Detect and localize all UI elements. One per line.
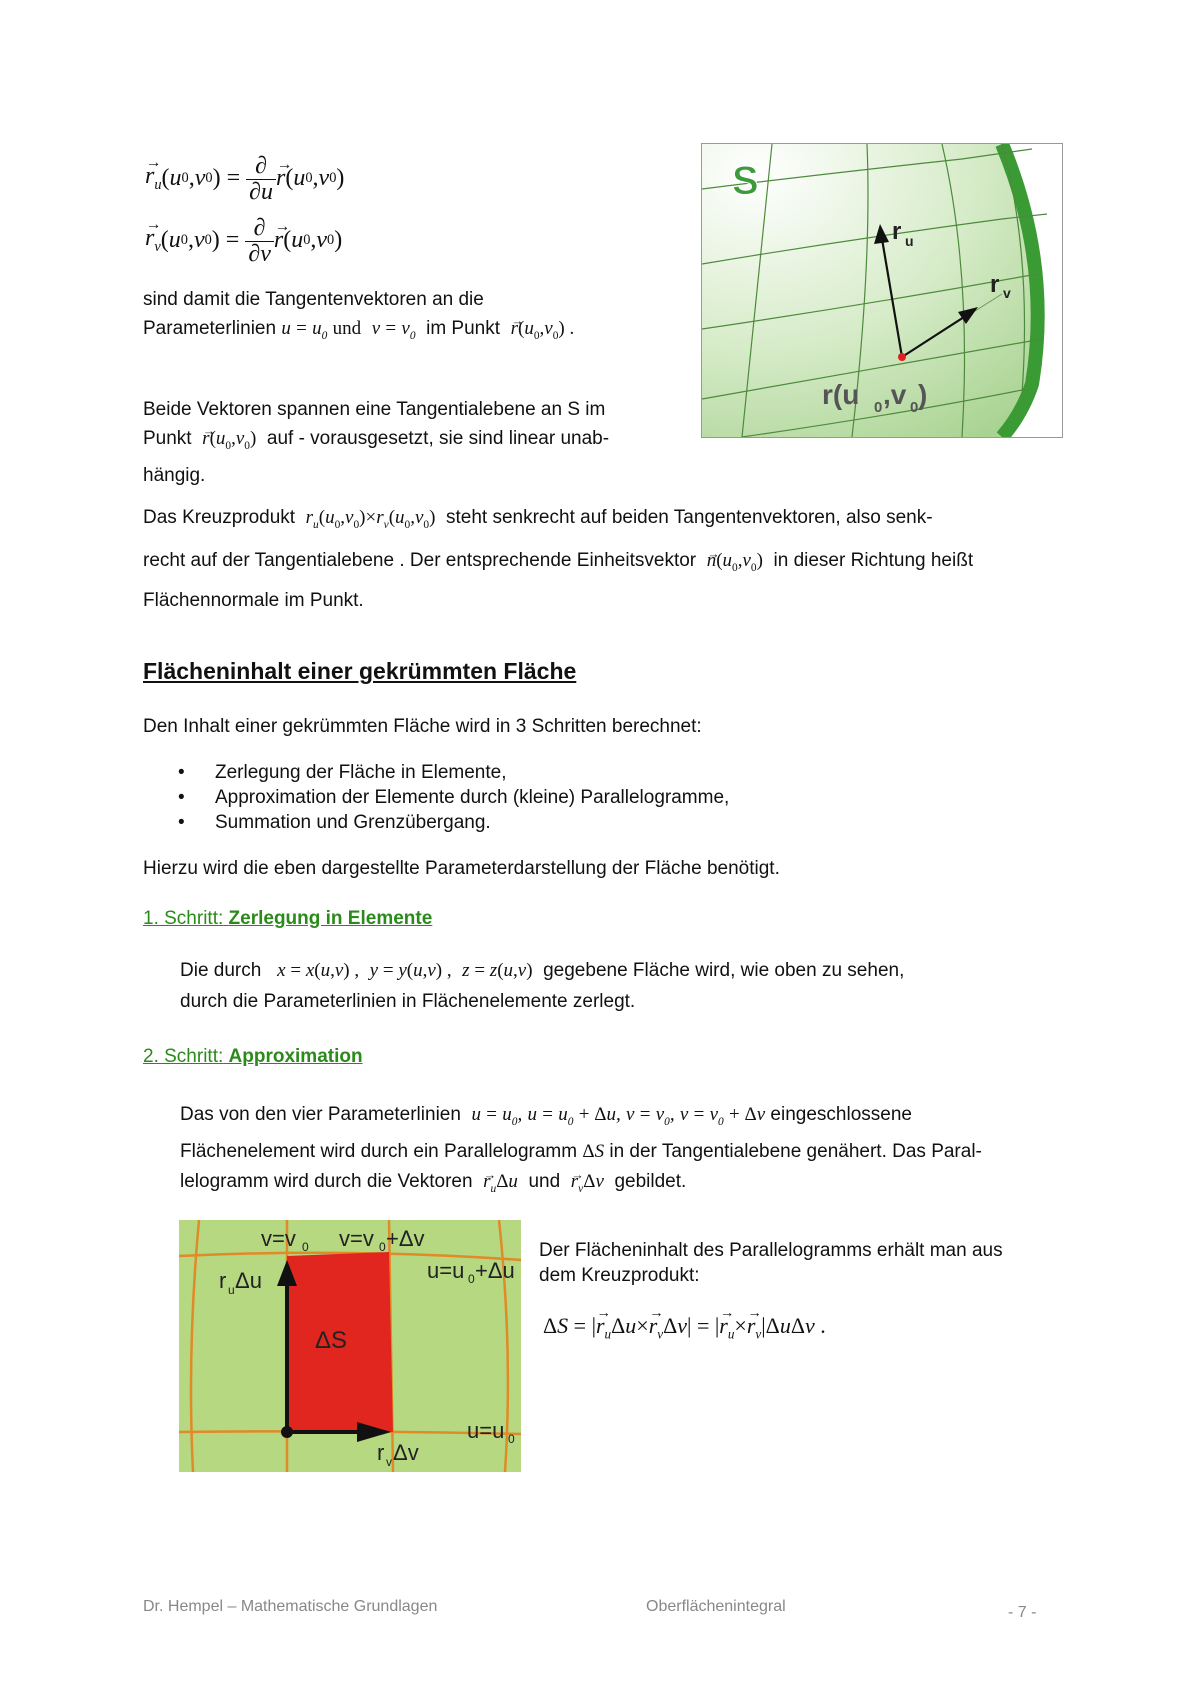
svg-text:Δv: Δv — [393, 1440, 419, 1465]
svg-text:u=u: u=u — [427, 1258, 465, 1283]
svg-text:,v: ,v — [883, 379, 907, 410]
svg-text:r: r — [377, 1440, 385, 1465]
formula-ru: → $r_u$ ( u 0 , v 0 ) = $\frac{\partial}{\partial u}$ → r ( u 0 , v 0 ) — [145, 148, 344, 208]
svg-text:r(u: r(u — [822, 379, 860, 410]
page-number: - 7 - — [1008, 1604, 1037, 1621]
surface-label: S — [732, 159, 759, 203]
step1-text: Die durch x = x(u,v) , y = y(u,v) , z = z(u,v) gegebene Fläche wird, wie oben zu sehen, durch die Parameterlinien in Flächenelemente zerlegt. — [180, 960, 905, 1012]
svg-text:u: u — [905, 233, 914, 249]
delta-s-label: ΔS — [315, 1327, 348, 1354]
step2-text: Das von den vier Parameterlinien $u = u_0$, $u = u_0 + \Delta u$, $v = v_0$, $v = v_0 + \Delta v$ eingeschlossene Flächenelement wird durch ein Parallelogramm ΔS in der Tangentialebene genähert. Das Paral- lelogramm wird durch die Vektoren → $r_u\Delta u$ und → $r_v\Delta v$ gebildet. — [180, 1100, 1080, 1204]
svg-text:r: r — [219, 1268, 227, 1293]
paragraph-tangent-plane: Beide Vektoren spannen eine Tangentialebene an S im Punkt → $r(u_0,v_0)$ auf - vorausgesetzt, sie sind linear unab- hängig. — [143, 395, 673, 490]
hierzu-text: Hierzu wird die eben dargestellte Parameterdarstellung der Fläche benötigt. — [143, 858, 780, 879]
area-text: Der Flächeninhalt des Parallelogramms erhält man aus dem Kreuzprodukt: — [539, 1240, 1003, 1286]
svg-text:0: 0 — [468, 1272, 475, 1286]
surface-figure — [701, 143, 1063, 438]
step1-heading: 1. Schritt: Zerlegung in Elemente — [143, 908, 433, 929]
svg-text:+Δu: +Δu — [475, 1258, 515, 1283]
svg-text:u=u: u=u — [467, 1418, 505, 1443]
paragraph-cross-product: Das Kreuzprodukt $r_u(u_0,v_0)\times r_v(u_0,v_0)$ steht senkrecht auf beiden Tangentenvektoren, also senk- recht auf der Tangentialebene . Der entsprechende Einheitsvektor → $n(u_0,v_0)$ in dieser Richtung heißt Flächennormale im Punkt. — [143, 500, 1073, 615]
svg-text:0: 0 — [874, 399, 883, 416]
footer-center: Oberflächenintegral — [646, 1598, 786, 1615]
svg-text:0: 0 — [910, 399, 919, 416]
steps-list — [143, 760, 1043, 835]
svg-text:Δu: Δu — [235, 1268, 262, 1293]
p1-line1: sind damit die Tangentenvektoren an die — [143, 289, 484, 310]
svg-text:0: 0 — [302, 1240, 309, 1254]
parallelogram-figure — [179, 1220, 521, 1472]
paragraph-tangent-vectors: sind damit die Tangentenvektoren an die Parameterlinien $u = u_0$ und $v = v_0$ im Punkt → $r(u_0,v_0)$ . — [143, 285, 663, 351]
area-formula: ΔS = |→ $r_u\Delta u\times\to r_v\Delta v|$ = |→ $r_u\times\to r_v|\Delta u\Delta v$ . — [543, 1313, 826, 1342]
formula-rv: → $r_v$ ( u 0 , v 0 ) = $\frac{\partial}{\partial v}$ → r ( u 0 , v 0 ) — [145, 210, 342, 270]
svg-text:v: v — [1003, 285, 1011, 301]
footer-left: Dr. Hempel – Mathematische Grundlagen — [143, 1598, 438, 1615]
svg-text:r: r — [892, 218, 902, 245]
intro-text: Den Inhalt einer gekrümmten Fläche wird in 3 Schritten berechnet: — [143, 716, 702, 737]
surface-illustration — [702, 144, 1062, 437]
svg-text:v=v: v=v — [261, 1226, 296, 1251]
svg-text:0: 0 — [379, 1240, 386, 1254]
list-item: • Zerlegung der Fläche in Elemente, — [143, 760, 1043, 785]
svg-text:+Δv: +Δv — [386, 1226, 425, 1251]
svg-text:): ) — [918, 379, 928, 410]
svg-text:v=v: v=v — [339, 1226, 374, 1251]
svg-text:u: u — [228, 1283, 235, 1297]
list-item: • Approximation der Elemente durch (kleine) Parallelogramme, — [143, 785, 1043, 810]
svg-text:r: r — [990, 271, 1000, 298]
step2-heading: 2. Schritt: Approximation — [143, 1046, 363, 1067]
list-item: • Summation und Grenzübergang. — [143, 810, 1043, 835]
section-heading: Flächeninhalt einer gekrümmten Fläche — [143, 658, 577, 684]
svg-text:0: 0 — [508, 1432, 515, 1446]
parallelogram-illustration — [179, 1220, 521, 1472]
svg-text:v: v — [386, 1455, 392, 1469]
